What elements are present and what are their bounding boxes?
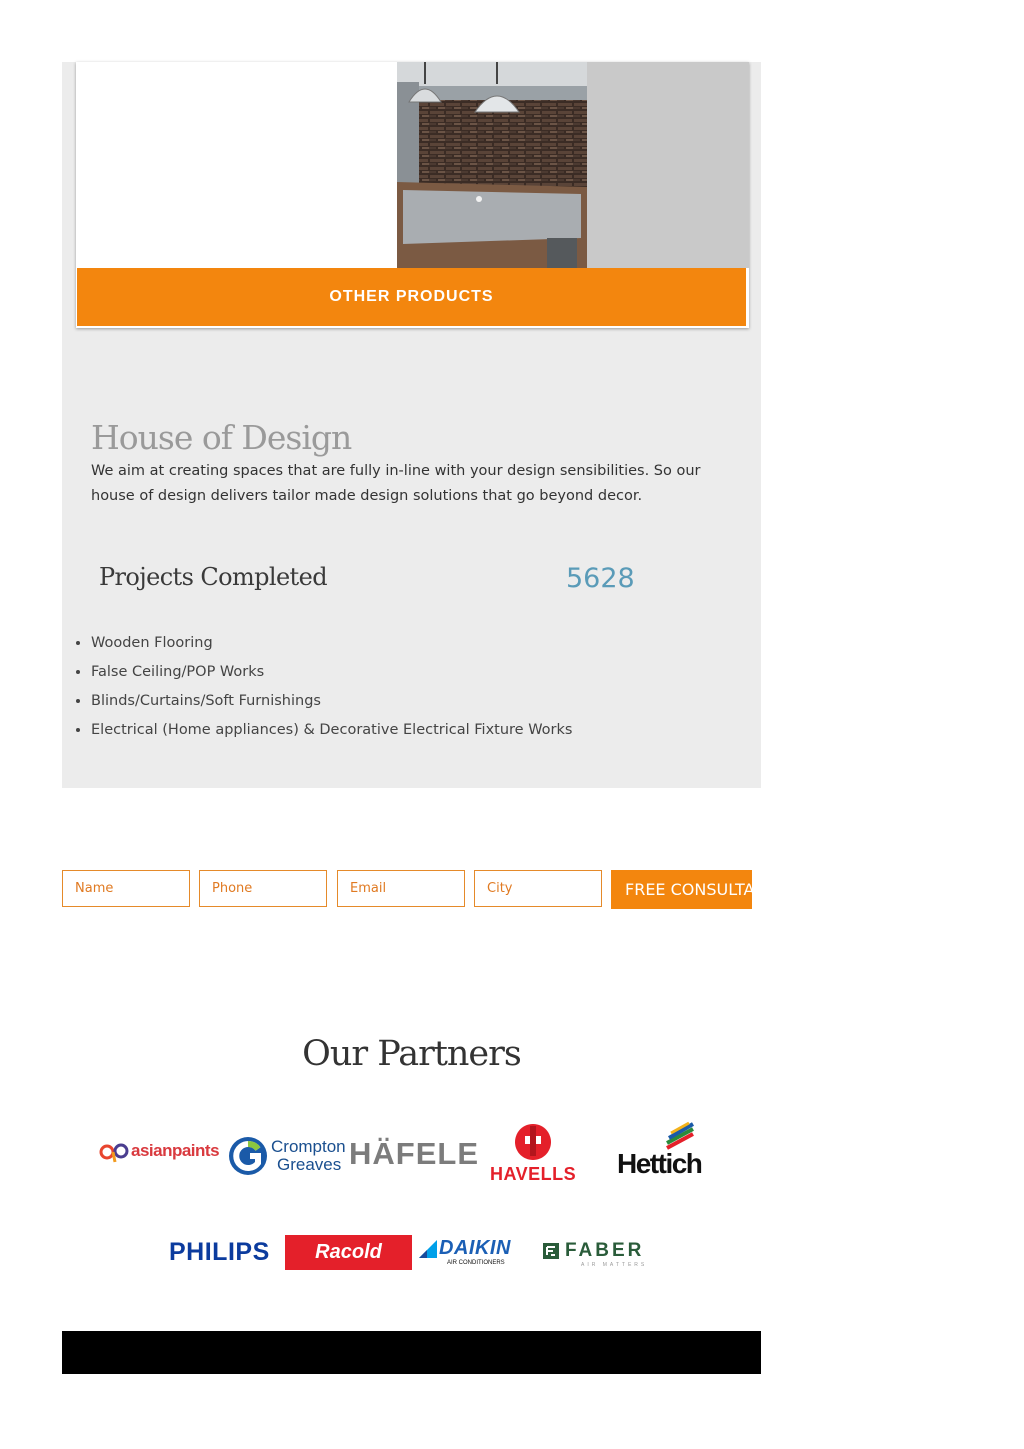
daikin-icon <box>417 1238 439 1260</box>
hafele-logo <box>349 1137 479 1171</box>
projects-completed-counter: 5628 <box>566 563 635 594</box>
crompton-line2: Greaves <box>277 1155 342 1174</box>
product-photo-billiard-room <box>397 62 587 268</box>
daikin-subtitle: AIR CONDITIONERS <box>447 1260 505 1266</box>
hettich-wordmark: Hettich <box>617 1148 702 1179</box>
hettich-stripes-icon <box>663 1124 697 1150</box>
free-consultation-button[interactable]: FREE CONSULTATION <box>611 870 752 909</box>
product-image-placeholder <box>587 62 749 268</box>
city-field[interactable] <box>474 870 602 907</box>
havells-icon <box>511 1122 555 1162</box>
asianpaints-wordmark: asianpaints <box>131 1141 220 1160</box>
other-products-button[interactable]: OTHER PRODUCTS <box>77 268 746 326</box>
email-field[interactable] <box>337 870 465 907</box>
racold-logo <box>285 1235 412 1270</box>
partners-title: Our Partners <box>302 1034 521 1074</box>
phone-field[interactable] <box>199 870 327 907</box>
asianpaints-logo <box>99 1134 219 1168</box>
hafele-wordmark: HÄFELE <box>349 1136 479 1171</box>
crompton-icon <box>228 1135 268 1177</box>
services-list <box>74 631 572 747</box>
list-item: • False Ceiling/POP Works <box>91 660 572 689</box>
faber-logo <box>543 1240 647 1268</box>
daikin-wordmark: DAIKIN <box>439 1237 511 1259</box>
list-item: • Electrical (Home appliances) & Decorative Electrical Fixture Works <box>91 718 572 747</box>
crompton-line1: Crompton <box>271 1137 346 1156</box>
section-description: We aim at creating spaces that are fully in-line with your design sensibilities. So our house of design delivers tailor made design solutions that go beyond decor. <box>91 463 701 504</box>
asianpaints-icon <box>99 1138 131 1164</box>
hettich-logo <box>617 1124 701 1178</box>
havells-wordmark: HAVELLS <box>490 1164 577 1184</box>
philips-wordmark: PHILIPS <box>169 1237 270 1266</box>
list-item: • Wooden Flooring <box>91 631 572 660</box>
havells-logo <box>490 1122 576 1185</box>
racold-wordmark: Racold <box>315 1241 382 1263</box>
footer-bar <box>62 1331 761 1374</box>
faber-icon <box>543 1243 559 1259</box>
projects-completed-label: Projects Completed <box>99 563 327 591</box>
faber-tagline: AIR MATTERS <box>581 1262 648 1268</box>
crompton-greaves-logo <box>228 1134 346 1178</box>
daikin-logo <box>417 1237 511 1266</box>
philips-logo <box>169 1236 270 1268</box>
list-item: • Blinds/Curtains/Soft Furnishings <box>91 689 572 718</box>
section-title: House of Design <box>91 418 352 457</box>
faber-wordmark: FABER <box>565 1240 645 1261</box>
name-field[interactable] <box>62 870 190 907</box>
